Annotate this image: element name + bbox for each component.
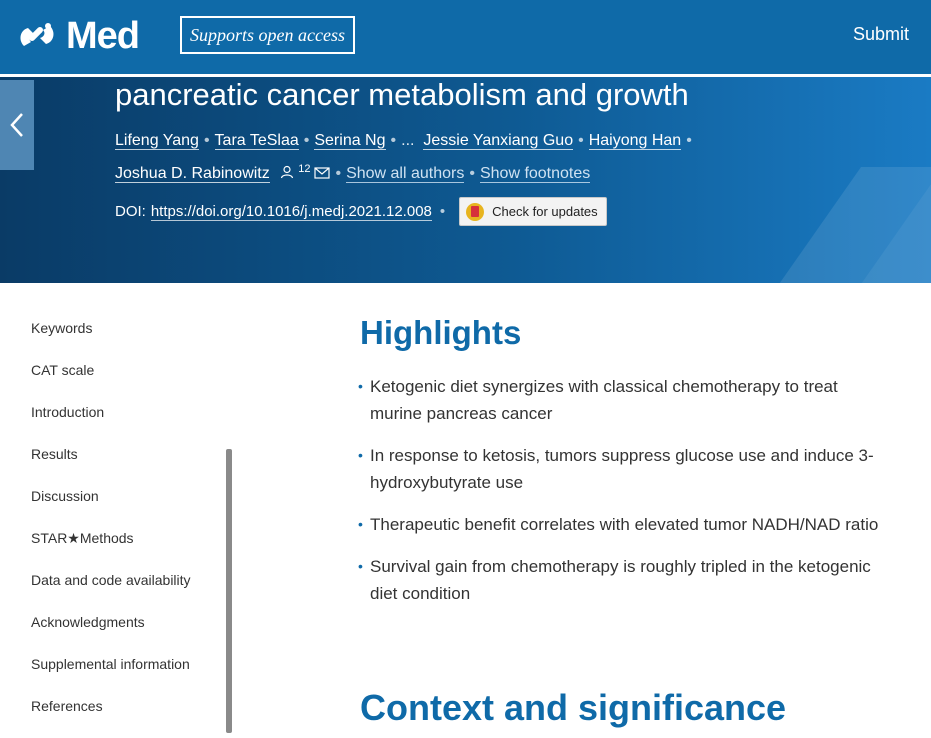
outline-item-discussion[interactable]: Discussion: [31, 488, 99, 504]
outline-item-cat-scale[interactable]: CAT scale: [31, 362, 95, 378]
outline-item-supplemental[interactable]: Supplemental information: [31, 656, 190, 672]
author-link[interactable]: Tara TeSlaa: [214, 132, 299, 149]
author-link[interactable]: Lifeng Yang: [115, 132, 199, 149]
highlights-heading: Highlights: [360, 314, 522, 351]
previous-article-button[interactable]: [0, 80, 34, 170]
highlight-item: • Survival gain from chemotherapy is roughly tripled in the ketogenic diet condition: [358, 553, 888, 607]
author-link[interactable]: Joshua D. Rabinowitz: [115, 165, 270, 183]
top-navigation-bar: [0, 0, 931, 74]
outline-item-introduction[interactable]: Introduction: [31, 404, 105, 420]
check-for-updates-button[interactable]: [459, 197, 607, 226]
person-icon: [280, 165, 294, 179]
authors-ellipsis: ...: [401, 132, 415, 149]
author-list: Lifeng Yang • Tara TeSlaa • Serina Ng • ... Jessie Yanxiang Guo • Haiyong Han • Joshua D. Rabinowitz $^{12}$ • Show all authors • Show footnotes: [115, 132, 692, 183]
author-link[interactable]: Serina Ng: [314, 132, 386, 149]
context-heading: Context and significance: [360, 687, 787, 728]
highlights-list: [358, 373, 888, 622]
outline-item-references[interactable]: References: [31, 698, 103, 714]
submit-link[interactable]: Submit: [852, 24, 909, 44]
cell-press-logo-icon: [18, 18, 56, 54]
author-link[interactable]: Haiyong Han: [588, 132, 682, 149]
journal-logo[interactable]: [18, 14, 139, 58]
author-link[interactable]: Jessie Yanxiang Guo: [423, 132, 574, 149]
outline-item-acknowledgments[interactable]: Acknowledgments: [31, 614, 145, 630]
author-superscript: 12: [298, 163, 311, 175]
chevron-left-icon: [10, 112, 24, 138]
article-outline: [31, 318, 191, 738]
show-all-authors-link[interactable]: Show all authors: [346, 165, 465, 183]
highlight-item: • Ketogenic diet synergizes with classical chemotherapy to treat murine pancreas cancer: [358, 373, 888, 427]
article-title: pancreatic cancer metabolism and growth: [115, 77, 689, 112]
outline-item-data-availability[interactable]: Data and code availability: [31, 572, 191, 588]
crossmark-icon: [466, 203, 484, 221]
outline-item-results[interactable]: Results: [31, 446, 78, 462]
doi-row: DOI: https://doi.org/10.1016/j.medj.2021.12.008 • Check for updates: [115, 197, 607, 226]
outline-item-keywords[interactable]: Keywords: [31, 320, 93, 336]
article-header: [0, 77, 931, 283]
doi-label: DOI:: [115, 203, 146, 220]
email-icon[interactable]: [314, 167, 330, 179]
doi-link[interactable]: https://doi.org/10.1016/j.medj.2021.12.008: [150, 202, 432, 220]
highlight-item: • In response to ketosis, tumors suppress glucose use and induce 3-hydroxybutyrate use: [358, 442, 888, 496]
open-access-badge[interactable]: Supports open access: [180, 16, 355, 54]
check-for-updates-label: Check for updates: [492, 204, 598, 219]
outline-item-star-methods[interactable]: STAR★Methods: [31, 530, 134, 546]
show-footnotes-link[interactable]: Show footnotes: [479, 165, 591, 183]
sidebar-scrollbar[interactable]: [226, 449, 232, 733]
highlight-item: • Therapeutic benefit correlates with elevated tumor NADH/NAD ratio: [358, 511, 888, 538]
journal-name: Med: [66, 14, 139, 57]
